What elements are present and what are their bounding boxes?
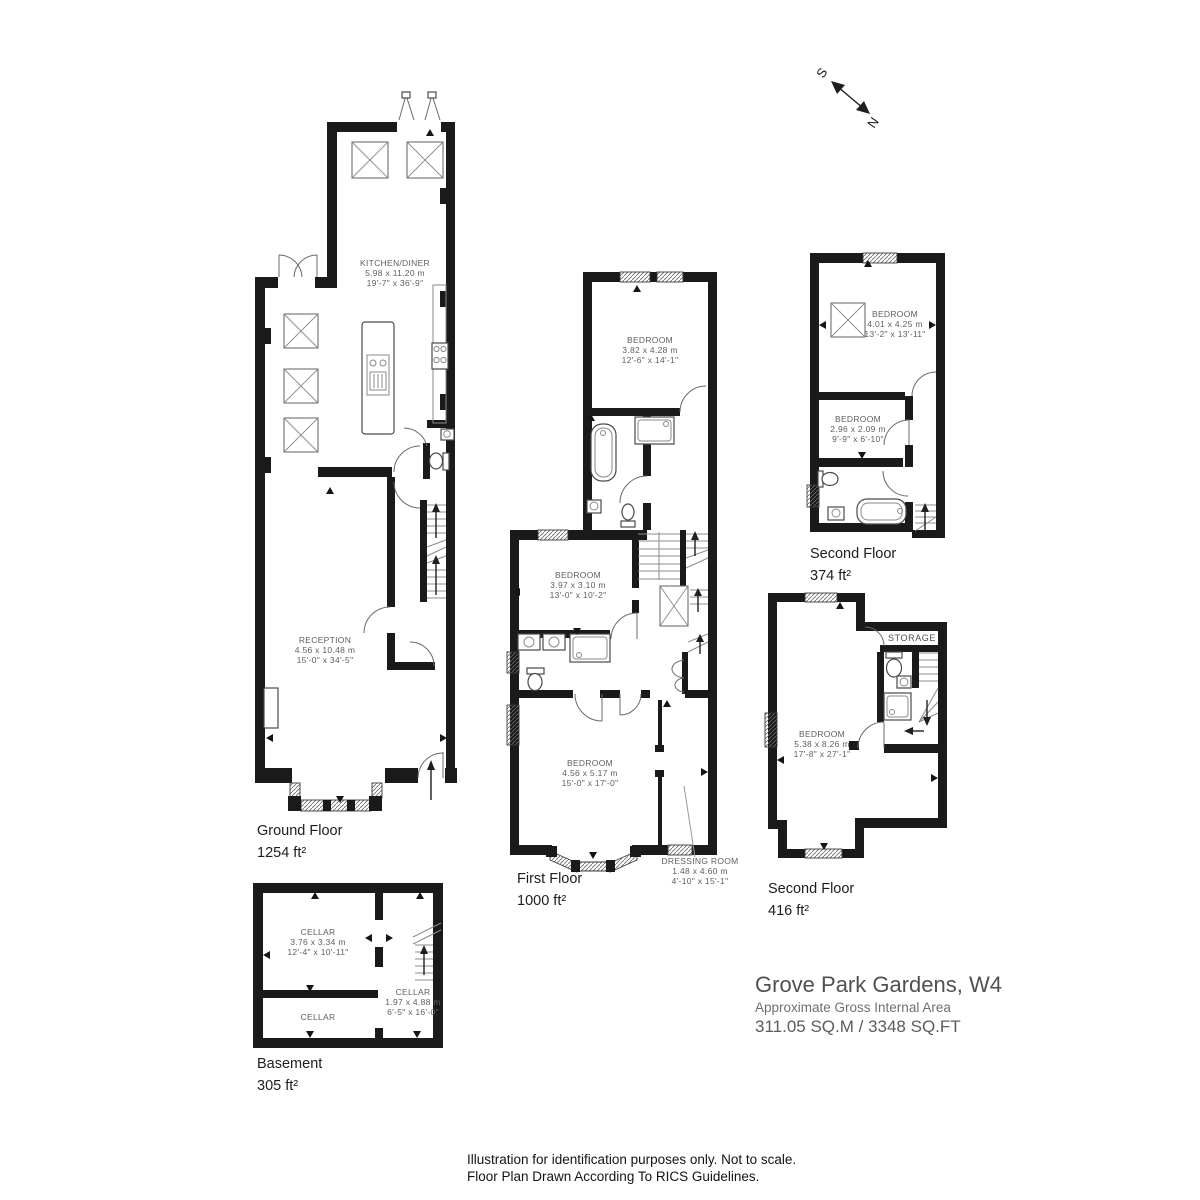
- fireplace: [264, 688, 278, 728]
- floor-label-ground: Ground Floor: [257, 823, 343, 839]
- toilet-icon: [527, 668, 544, 691]
- room-name: BEDROOM: [626, 335, 674, 345]
- room-label-reception: [295, 635, 355, 665]
- room-imperial: 9'-9" x 6'-10": [832, 434, 884, 444]
- title-subtitle: Approximate Gross Internal Area: [755, 1000, 951, 1015]
- stairs-icon: [915, 503, 936, 531]
- compass-north-label: N: [864, 114, 882, 131]
- floor-plan-second-rear: [807, 253, 945, 584]
- room-metric: 3.76 x 3.34 m: [290, 937, 346, 947]
- room-metric: 4.01 x 4.25 m: [867, 319, 923, 329]
- room-name: CELLAR: [300, 927, 336, 937]
- french-doors-icon: [279, 255, 317, 277]
- bathtub-icon: [591, 424, 616, 481]
- room-metric: 3.97 x 3.10 m: [550, 580, 606, 590]
- floor-area-ground: 1254 ft²: [257, 845, 307, 861]
- room-name: BEDROOM: [566, 758, 614, 768]
- bay-window: [288, 783, 382, 811]
- shower-icon: [884, 693, 911, 720]
- room-metric: 4.56 x 10.48 m: [294, 645, 356, 655]
- bifold-doors-icon: [399, 92, 440, 120]
- tick: [663, 700, 671, 707]
- page-title: Grove Park Gardens, W4: [755, 972, 1002, 997]
- room-imperial: 12'-6" x 14'-1": [621, 355, 679, 365]
- room-label-bedroom-large: [864, 309, 925, 339]
- wc-sink-icon: [441, 429, 454, 440]
- floor-label-basement: Basement: [257, 1056, 323, 1072]
- tick: [440, 734, 447, 742]
- kitchen-island: [362, 322, 394, 434]
- room-label-kitchen-diner: [360, 258, 430, 288]
- room-imperial: 17'-8" x 27'-1": [793, 749, 851, 759]
- floor-plan-basement: [253, 883, 443, 1094]
- room-label-bedroom-middle: [550, 570, 607, 600]
- stairs-icon: [427, 503, 446, 598]
- room-metric: 5.98 x 11.20 m: [365, 268, 425, 278]
- stairs-icon: [638, 531, 708, 654]
- room-metric: 3.82 x 4.28 m: [622, 345, 678, 355]
- tick: [326, 487, 334, 494]
- tick: [777, 756, 784, 764]
- room-name: BEDROOM: [798, 729, 846, 739]
- disclaimer-line1: Illustration for identification purposes only. Not to scale.: [467, 1152, 797, 1167]
- walls: [810, 253, 945, 538]
- windows: [807, 253, 897, 507]
- tick: [836, 602, 844, 609]
- room-label-cellar-side: [385, 987, 440, 1017]
- room-imperial: 19'-7" x 36'-9": [366, 278, 424, 288]
- stove-icon: [432, 343, 448, 369]
- room-name: BEDROOM: [834, 414, 882, 424]
- tick: [266, 734, 273, 742]
- room-imperial: 15'-0" x 17'-0": [561, 778, 619, 788]
- room-name: RECEPTION: [298, 635, 352, 645]
- room-name: BEDROOM: [871, 309, 919, 319]
- opening-arrow: [386, 934, 393, 942]
- room-name: BEDROOM: [554, 570, 602, 580]
- total-area: 311.05 SQ.M / 3348 SQ.FT: [755, 1017, 961, 1036]
- sink-icon: [828, 507, 844, 520]
- room-metric: 1.48 x 4.60 m: [672, 866, 728, 876]
- room-metric: 2.96 x 2.09 m: [830, 424, 886, 434]
- floor-plan-first: [507, 272, 739, 909]
- room-metric: 5.38 x 8.26 m: [794, 739, 850, 749]
- room-label-bedroom-front: [562, 758, 619, 788]
- room-imperial: 15'-0" x 34'-5": [296, 655, 354, 665]
- floor-area-first: 1000 ft²: [517, 893, 567, 909]
- shower-icon: [635, 417, 674, 444]
- floor-label-second-rear: Second Floor: [810, 546, 897, 562]
- bathtub-icon: [857, 499, 906, 524]
- room-name: KITCHEN/DINER: [359, 258, 431, 268]
- floor-area-second-front: 416 ft²: [768, 903, 810, 919]
- room-label-dressing-room: [661, 856, 738, 886]
- toilet-icon: [886, 652, 902, 677]
- room-metric: 1.97 x 4.88 m: [385, 997, 441, 1007]
- room-label-bedroom-rear: [622, 335, 679, 365]
- sink-icon: [897, 676, 911, 688]
- room-label-bedroom: [794, 729, 851, 759]
- disclaimer-line2: Floor Plan Drawn According To RICS Guidelines.: [467, 1169, 760, 1184]
- room-imperial: 13'-0" x 10'-2": [549, 590, 607, 600]
- skylight-icon: [831, 303, 865, 337]
- tick: [426, 129, 434, 136]
- door-swing-icon: [883, 372, 936, 496]
- room-label-cellar-front: CELLAR: [300, 1012, 336, 1022]
- tick: [931, 774, 938, 782]
- north-arrow-icon: [838, 87, 863, 108]
- room-name: DRESSING ROOM: [661, 856, 739, 866]
- floor-label-first: First Floor: [517, 871, 583, 887]
- compass-south-label: S: [813, 65, 831, 81]
- tick: [929, 321, 936, 329]
- tick: [306, 1031, 314, 1038]
- floor-plan-ground: [255, 92, 457, 861]
- floor-plan-second-front: [765, 593, 947, 919]
- title-block: [755, 972, 1002, 1036]
- tick: [819, 321, 826, 329]
- room-imperial: 6'-5" x 16'-0": [387, 1007, 439, 1017]
- tick: [416, 892, 424, 899]
- toilet-icon: [621, 504, 635, 527]
- room-imperial: 12'-4" x 10'-11": [287, 947, 349, 957]
- tick: [311, 892, 319, 899]
- bay-window: [546, 846, 641, 872]
- tick: [263, 951, 270, 959]
- sink-icon: [587, 500, 601, 513]
- room-metric: 4.56 x 5.17 m: [562, 768, 618, 778]
- room-label-storage: STORAGE: [887, 633, 937, 643]
- room-imperial: 13'-2" x 13'-11": [864, 329, 926, 339]
- shower-icon: [570, 634, 610, 662]
- tick: [701, 768, 708, 776]
- toilet-icon: [818, 471, 838, 487]
- room-imperial: 4'-10" x 15'-1": [671, 876, 729, 886]
- footer-disclaimer: [467, 1152, 796, 1184]
- floor-area-second-rear: 374 ft²: [810, 568, 852, 584]
- room-label-bedroom-small: [830, 414, 885, 444]
- floor-area-basement: 305 ft²: [257, 1078, 299, 1094]
- entrance-door: [418, 752, 443, 800]
- wc-toilet-icon: [430, 453, 450, 470]
- tick: [858, 452, 866, 459]
- room-label-cellar-main: [287, 927, 348, 957]
- opening-arrow: [365, 934, 372, 942]
- walls: [253, 883, 443, 1048]
- tick: [413, 1031, 421, 1038]
- room-name: CELLAR: [395, 987, 431, 997]
- compass: [813, 65, 882, 131]
- floor-label-second-front: Second Floor: [768, 881, 855, 897]
- tick: [633, 285, 641, 292]
